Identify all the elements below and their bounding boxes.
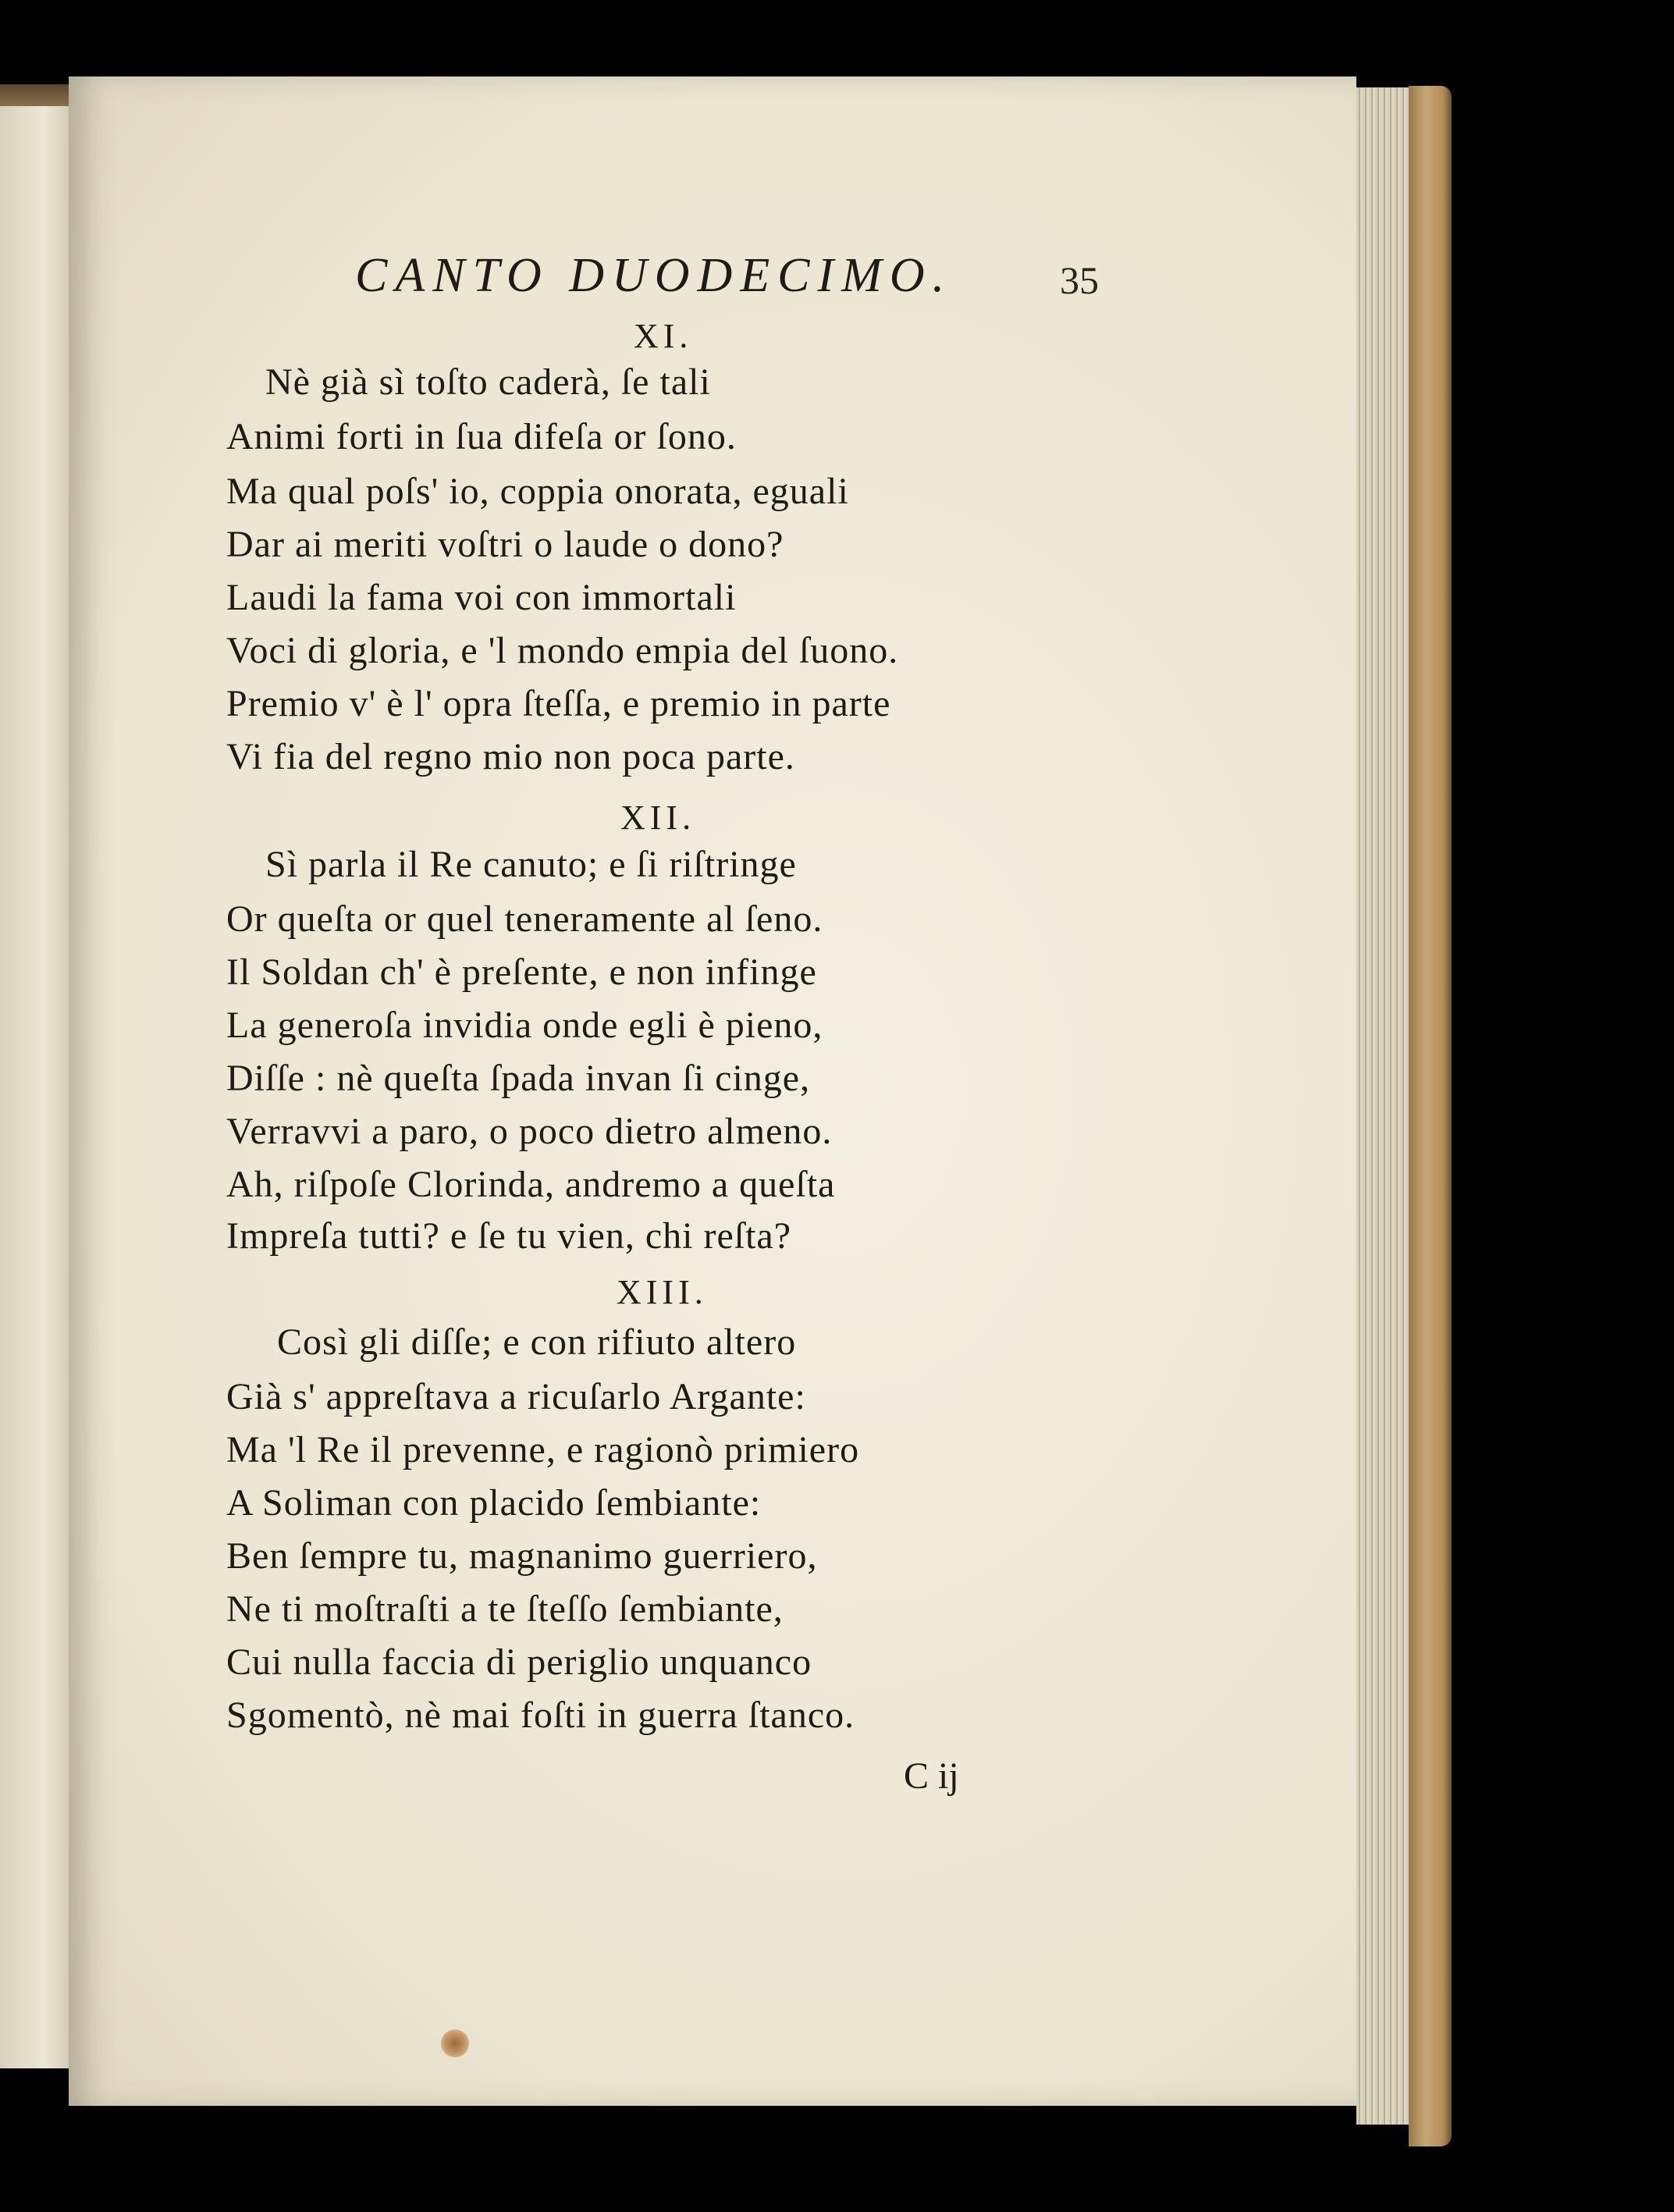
verse-line: Il Soldan ch' è preſente, e non infinge: [226, 951, 817, 993]
stanza-number: XI.: [634, 317, 693, 355]
verse-line: Dar ai meriti voſtri o laude o dono?: [226, 524, 784, 565]
verse-line: A Soliman con placido ſembiante:: [226, 1482, 762, 1524]
signature-mark: C ij: [904, 1755, 959, 1797]
verse-line: Or queſta or quel teneramente al ſeno.: [226, 898, 823, 940]
verse-line: Laudi la fama voi con immortali: [226, 577, 737, 618]
verse-line: Ma qual poſs' io, coppia onorata, eguali: [226, 471, 849, 512]
facing-page-edge: [0, 94, 74, 2068]
verse-line: Diſſe : nè queſta ſpada invan ſi cinge,: [226, 1058, 811, 1099]
verse-line: La generoſa invidia onde egli è pieno,: [226, 1005, 823, 1046]
page-block-edge: [1356, 87, 1411, 2125]
verse-line: Sì parla il Re canuto; e ſi riſtringe: [265, 844, 797, 885]
verse-line: Nè già sì toſto caderà, ſe tali: [265, 361, 711, 403]
verse-line: Ne ti moſtraſti a te ſteſſo ſembiante,: [226, 1588, 784, 1630]
verse-line: Verravvi a paro, o poco dietro almeno.: [226, 1111, 833, 1152]
paper-stain: [441, 2029, 469, 2057]
verse-line: Ah, riſpoſe Clorinda, andremo a queſta: [226, 1164, 836, 1205]
verse-line: Premio v' è l' opra ſteſſa, e premio in parte: [226, 683, 891, 724]
verse-line: Già s' appreſtava a ricuſarlo Argante:: [226, 1376, 806, 1417]
verse-line: Ben ſempre tu, magnanimo guerriero,: [226, 1535, 818, 1577]
verse-line: Così gli diſſe; e con rifiuto altero: [277, 1321, 797, 1363]
running-head: CANTO DUODECIMO.: [355, 249, 953, 302]
verse-line: Animi forti in ſua difeſa or ſono.: [226, 416, 737, 457]
verse-line: Voci di gloria, e 'l mondo empia del ſuono.: [226, 630, 899, 671]
verse-line: Cui nulla faccia di periglio unquanco: [226, 1641, 812, 1683]
page-number: 35: [1060, 258, 1099, 302]
verse-line: Impreſa tutti? e ſe tu vien, chi reſta?: [226, 1215, 792, 1257]
stanza-number: XII.: [620, 798, 696, 837]
verse-line: Ma 'l Re il prevenne, e ragionò primiero: [226, 1429, 860, 1471]
verse-line: Sgomentò, nè mai foſti in guerra ſtanco.: [226, 1695, 855, 1736]
verse-line: Vi fia del regno mio non poca parte.: [226, 736, 795, 777]
stanza-number: XIII.: [617, 1273, 708, 1311]
book-cover-edge: [1409, 86, 1452, 2146]
